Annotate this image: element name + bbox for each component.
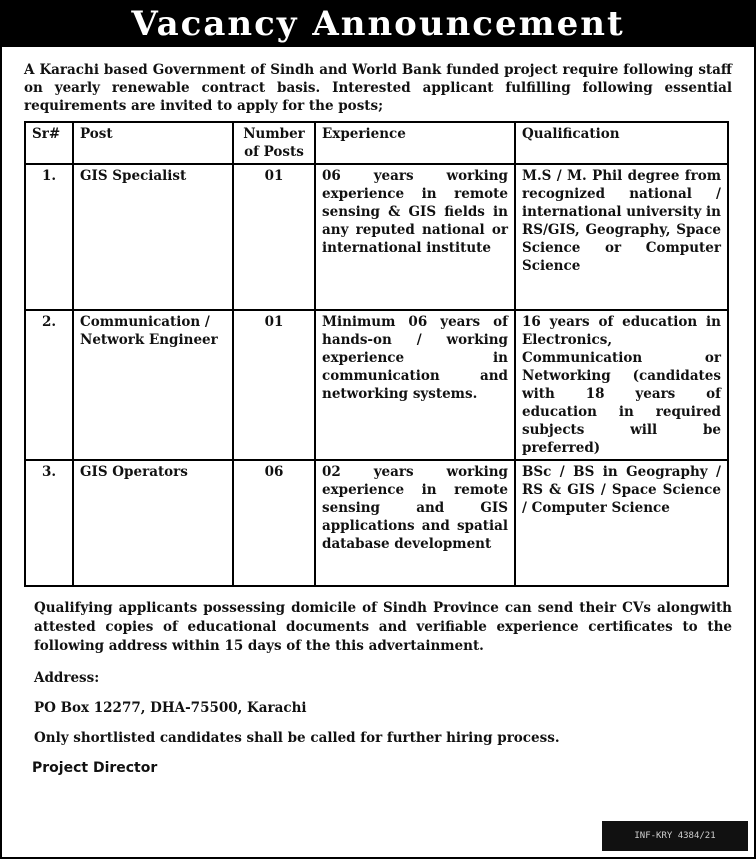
signatory: Project Director: [32, 760, 158, 776]
table-row: [25, 460, 728, 586]
row-qualification: 16 years of education in Electronics, Communication or Networking (candidates with 18 years of education in required subjects will be preferred): [515, 310, 728, 460]
table-header-row: [25, 122, 728, 164]
header-qualification: Qualification: [515, 122, 728, 164]
intro-paragraph: A Karachi based Government of Sindh and World Bank funded project require following staff on yearly renewable contract basis. Interested applicant fulfilling following essential requirements are invited to apply for the posts;: [24, 62, 732, 114]
table-row: [25, 310, 728, 460]
reference-code-box: [602, 821, 748, 851]
table-row: [25, 164, 728, 310]
address-value: PO Box 12277, DHA-75500, Karachi: [34, 700, 307, 716]
row-post: GIS Operators: [73, 460, 233, 586]
shortlist-note: Only shortlisted candidates shall be called for further hiring process.: [34, 730, 560, 746]
row-experience: Minimum 06 years of hands-on / working experience in communication and networking systems.: [315, 310, 515, 460]
row-experience: 02 years working experience in remote sensing and GIS applications and spatial database development: [315, 460, 515, 586]
row-post: GIS Specialist: [73, 164, 233, 310]
page-title: Vacancy Announcement: [2, 2, 754, 47]
row-sr: 2.: [25, 310, 73, 460]
row-qualification: M.S / M. Phil degree from recognized national / international university in RS/GIS, Geography, Space Science or Computer Science: [515, 164, 728, 310]
row-experience: 06 years working experience in remote sensing & GIS fields in any reputed national or international institute: [315, 164, 515, 310]
row-sr: 1.: [25, 164, 73, 310]
row-number-of-posts: 01: [233, 310, 315, 460]
reference-code: INF-KRY 4384/21: [634, 831, 716, 841]
instructions-paragraph: Qualifying applicants possessing domicile of Sindh Province can send their CVs alongwith attested copies of educational documents and verifiable experience certificates to the following address within 15 days of the this advertainment.: [34, 600, 732, 654]
vacancy-table: [24, 121, 729, 587]
header-number-of-posts: Number of Posts: [233, 122, 315, 164]
header-sr: Sr#: [25, 122, 73, 164]
row-number-of-posts: 06: [233, 460, 315, 586]
row-qualification: BSc / BS in Geography / RS & GIS / Space Science / Computer Science: [515, 460, 728, 586]
row-sr: 3.: [25, 460, 73, 586]
header-experience: Experience: [315, 122, 515, 164]
header-post: Post: [73, 122, 233, 164]
address-label: Address:: [34, 670, 100, 686]
row-post: Communication / Network Engineer: [73, 310, 233, 460]
row-number-of-posts: 01: [233, 164, 315, 310]
